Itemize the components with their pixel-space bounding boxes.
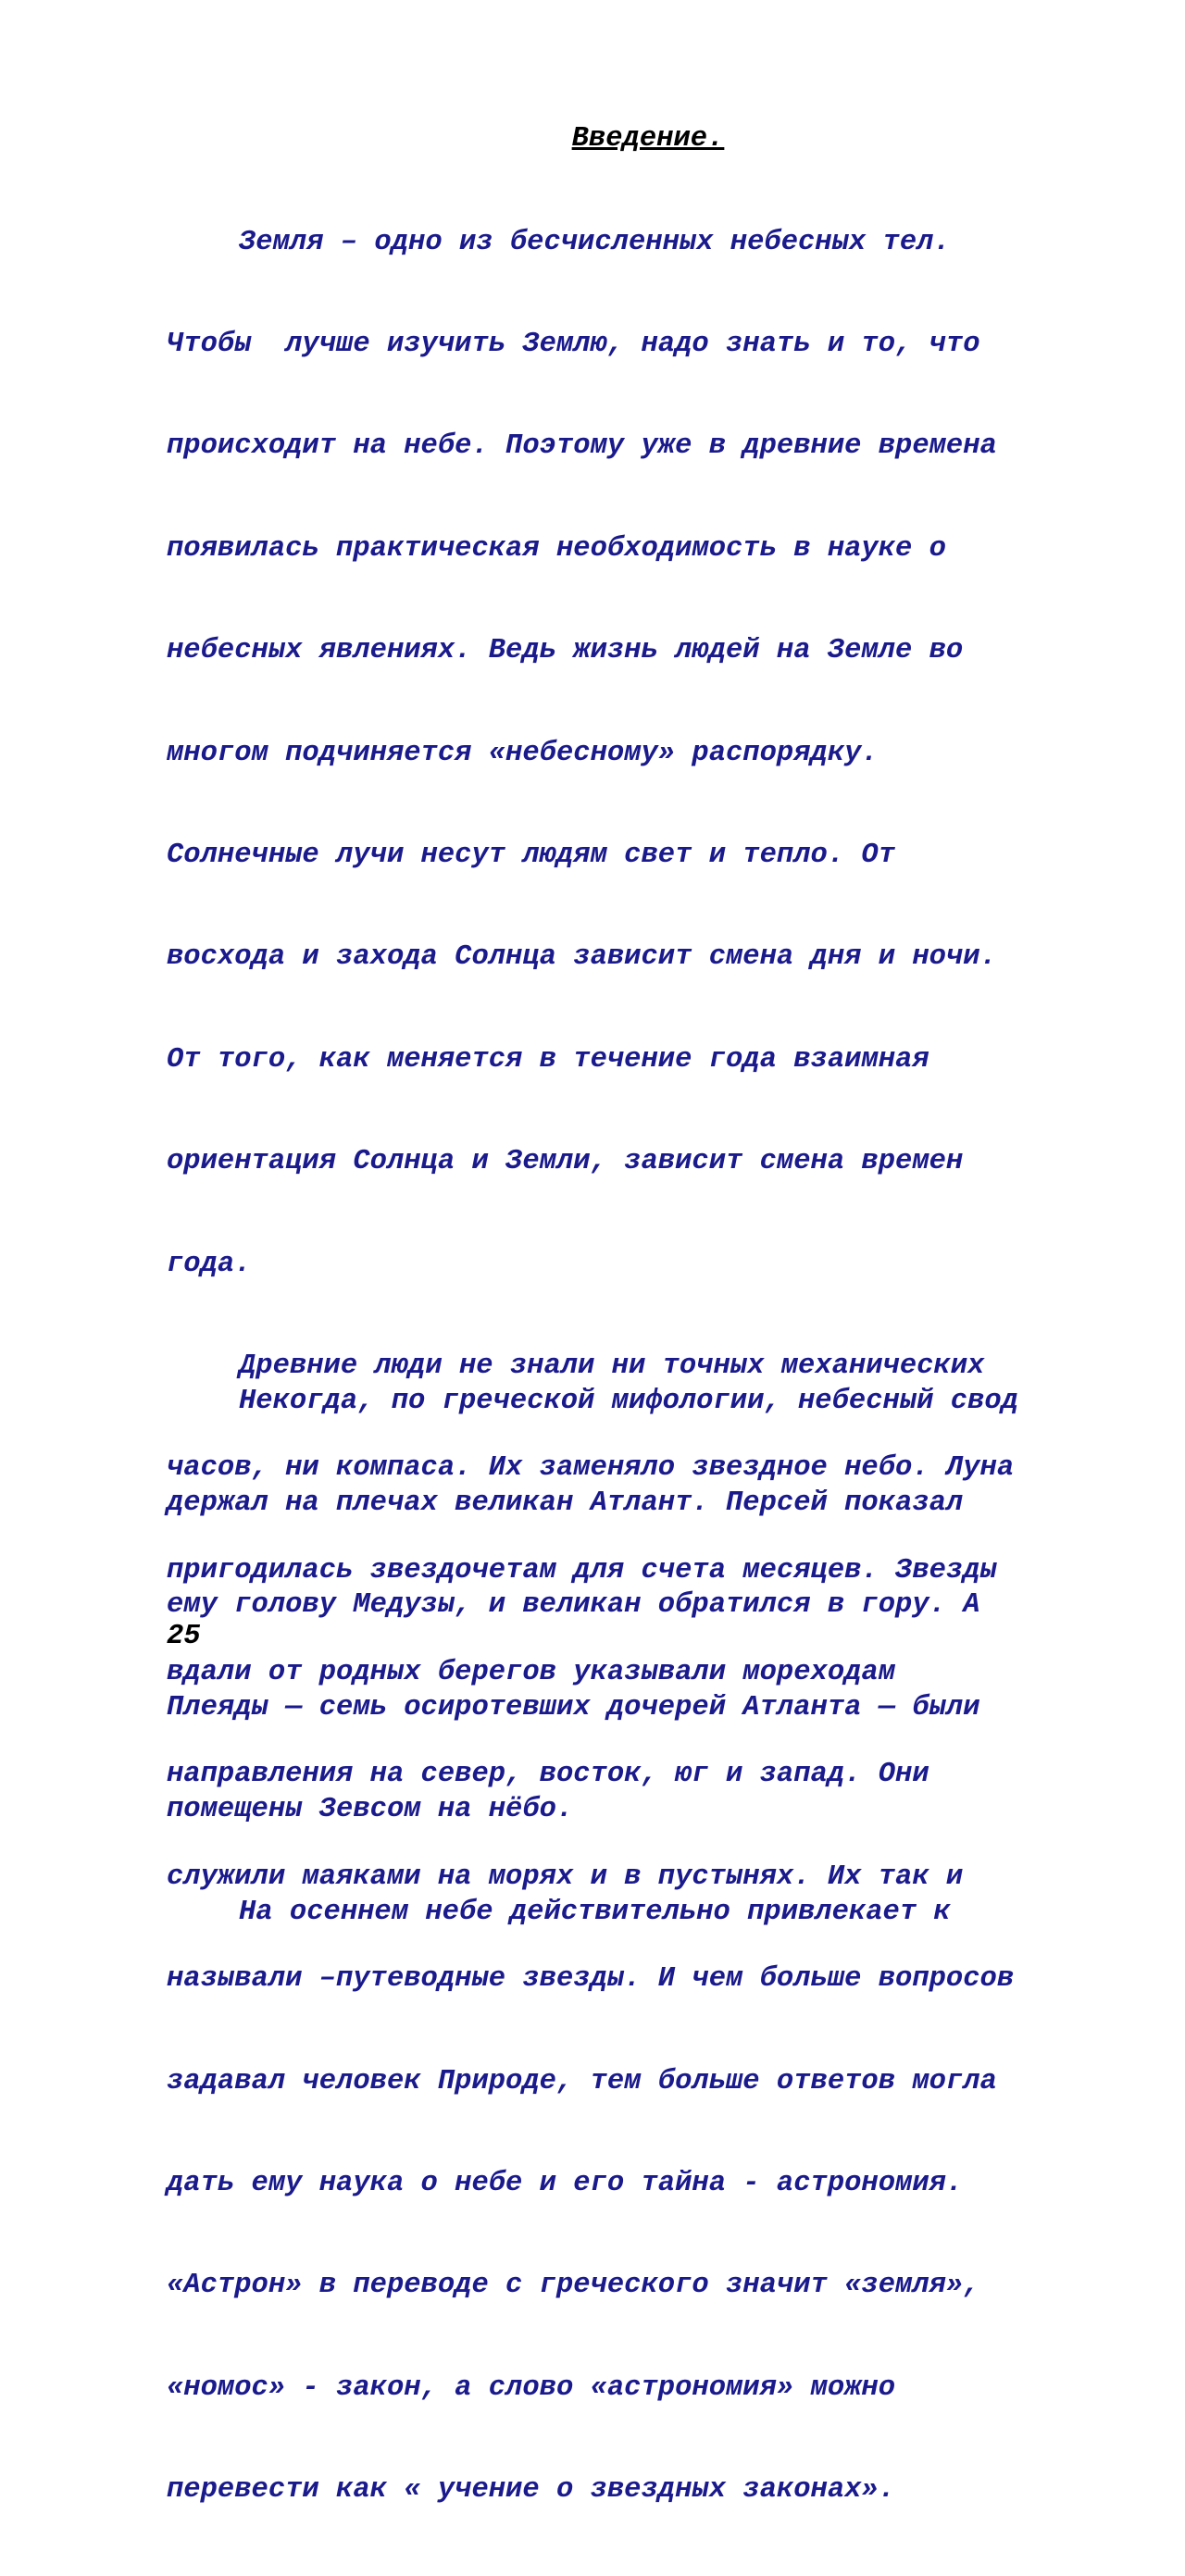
text-line: перевести как « учение о звездных законах». (167, 2474, 896, 2507)
text-line: восхода и захода Солнца зависит смена дня и ночи. (167, 941, 997, 974)
text-line: небесных явлениях. Ведь жизнь людей на Земле во (167, 635, 964, 667)
text-line: На осеннем небе действительно привлекает к (239, 1896, 951, 1928)
text-line: Некогда, по греческой мифологии, небесный свод (239, 1385, 1018, 1417)
text-line: многом подчиняется «небесному» распорядку. (167, 737, 879, 769)
text-line: часов, ни компаса. Их заменяло звездное небо. Луна (167, 1452, 1015, 1485)
text-line: пригодилась звездочетам для счета месяцев. Звезды (167, 1554, 997, 1587)
text-line: Плеяды — семь осиротевших дочерей Атланта — были (167, 1691, 980, 1724)
text-line: называли –путеводные звезды. И чем больше вопросов (167, 1963, 1015, 1996)
text-line: Солнечные лучи несут людям свет и тепло. От (167, 839, 896, 871)
body-section-2 (167, 1316, 1148, 1997)
text-line: держал на плечах великан Атлант. Персей показал (167, 1487, 964, 1519)
page-title: Введение. (571, 123, 725, 155)
text-line: От того, как меняется в течение года взаимная (167, 1043, 929, 1076)
text-line: ему голову Медузы, и великан обратился в гору. А (167, 1589, 980, 1622)
text-line: «номос» - закон, а слово «астрономия» можно (167, 2371, 896, 2404)
text-line: Чтобы лучше изучить Землю, надо знать и то, что (167, 328, 980, 360)
page-number: 25 (167, 1621, 201, 1652)
text-line: Земля – одно из бесчисленных небесных тел. (239, 226, 951, 258)
text-line: дать ему наука о небе и его тайна - астрономия. (167, 2168, 964, 2200)
text-line: появилась практическая необходимость в науке о (167, 532, 946, 565)
text-line: служили маяками на морях и в пустынях. Их так и (167, 1860, 964, 1893)
text-line: вдали от родных берегов указывали мореходам (167, 1657, 896, 1689)
text-line: задавал человек Природе, тем больше ответов могла (167, 2065, 997, 2097)
text-line: «Астрон» в переводе с греческого значит «земля», (167, 2270, 980, 2302)
text-line: происходит на небе. Поэтому уже в древние времена (167, 430, 997, 463)
text-line: Древние люди не знали ни точных механических (239, 1350, 985, 1382)
text-line: ориентация Солнца и Земли, зависит смена времен (167, 1146, 964, 1178)
text-line: помещены Зевсом на нёбо. (167, 1794, 574, 1826)
text-line: года. (167, 1248, 252, 1280)
text-line: направления на север, восток, юг и запад. Они (167, 1759, 929, 1791)
